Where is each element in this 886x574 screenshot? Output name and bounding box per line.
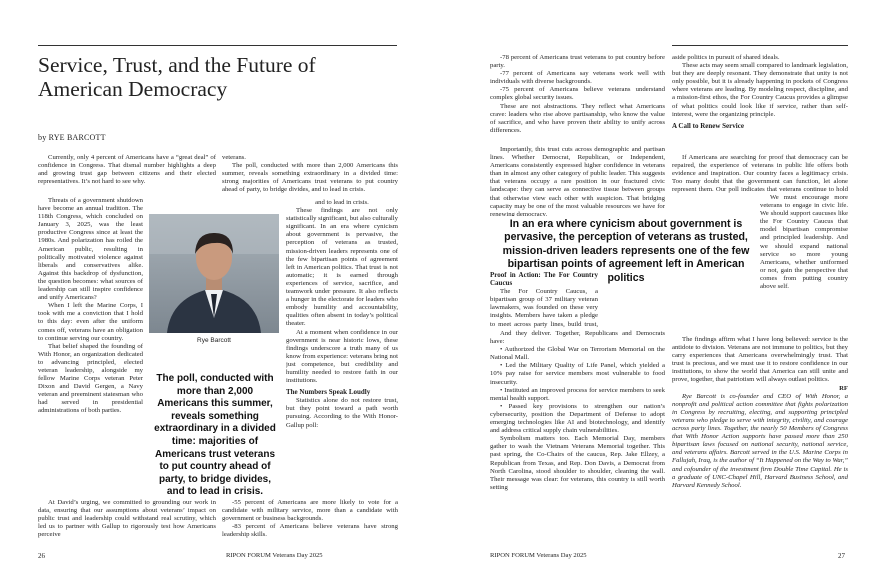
section-heading: The Numbers Speak Loudly (286, 388, 371, 397)
column-2-top (222, 154, 398, 194)
column-3-top (490, 54, 665, 135)
column-4-narrow (760, 194, 848, 304)
paragraph: These findings are not only statistically significant, but also culturally significant. In an era where cynicism about government is pervasive, the perception of veterans as trusted, mission-driven leaders represents one of the few bipartisan points of agreement left in American politics. That trust is not automatic; it is earned through experiences of service, sacrifice, and teamwork under pressure. It also reflects a hunger in the electorate for leaders who embody humility and accountability, qualities often absent in today’s political theater. (286, 207, 398, 328)
section-heading: Proof in Action: The For Country Caucus (490, 271, 598, 288)
paragraph: These acts may seem small compared to landmark legislation, but they are deeply resonant. They demonstrate that unity is not only possible, but it is already happening in pockets of Congress where veterans are leading. By modeling respect, discipline, and a mission-first ethos, the For Country Caucus provides a glimpse of what politics could look like if service, rather than self-interest, were the organizing principle. (672, 62, 848, 118)
paragraph: • Authorized the Global War on Terrorism Memorial on the National Mall. (490, 346, 665, 362)
footer-label-right: RIPON FORUM Veterans Day 2025 (490, 552, 587, 559)
footer-label-left: RIPON FORUM Veterans Day 2025 (226, 552, 323, 559)
photo-caption: Rye Barcott (197, 337, 231, 344)
column-2-bottom (222, 499, 398, 539)
paragraph: When I left the Marine Corps, I took with me a conviction that I hold to this day: even after the uniform comes off, veterans have an obligation to continue serving our country. (38, 302, 143, 342)
paragraph: Currently, only 4 percent of Americans have a “great deal” of confidence in Congress. That dismal number highlights a deep and growing trust gap between citizens and their elected representatives. It’s not hard to see why. (38, 154, 216, 186)
paragraph: veterans. (222, 154, 246, 161)
paragraph: -77 percent of Americans say veterans work well with individuals with diverse backgrounds. (490, 70, 665, 86)
portrait-image (149, 214, 279, 333)
paragraph: We must encourage more veterans to engage in civic life. We should support caucuses like the For Country Caucus that model bipartisan compromise and principled leadership. And we should expand national service so more young Americans, whether uniformed or not, gain the perspective that comes from putting country above self. (760, 194, 848, 291)
paragraph: -83 percent of Americans believe veterans have strong leadership skills. (222, 523, 398, 539)
section-heading: A Call to Renew Service (672, 121, 744, 130)
column-4-mid (672, 154, 848, 194)
paragraph: The poll, conducted with more than 2,000 Americans this summer, reveals something extraordinary in a divided time: strong majorities of Americans trust veterans to put country ahead of party, to bridge divides, and to lead in crisis. (222, 162, 398, 194)
paragraph: At David’s urging, we committed to grounding our work in data, ensuring that our assumptions about veterans’ impact on public trust and leadership could withstand real scrutiny, which led us to partner with Gallup to rigorously test how Americans perceive (38, 499, 216, 539)
paragraph: The findings affirm what I have long believed: service is the antidote to division. Veterans are not immune to politics, but they carry experiences that Americans overwhelmingly trust. That trust is precious, and we must use it to restore confidence in our institutions, to show the world that America can still unite and prove, together, that patriotism will always outlast politics. (672, 336, 848, 384)
top-rule-right (672, 45, 848, 46)
paragraph: If Americans are searching for proof that democracy can be repaired, the experience of veterans in public life offers both evidence and inspiration. Our country faces a legitimacy crisis. Too many doubt that the government can function, let alone represent them. Our poll indicates that veterans continue to hold (672, 154, 848, 194)
pull-quote: The poll, conducted with more than 2,000 Americans this summer, reveals something extraordinary in a divided time: majorities of Americans trust veterans to put country ahead of party, to bridge divides, and to lead in crisis. (154, 373, 276, 498)
author-photo (149, 214, 279, 333)
column-1-top (38, 154, 216, 186)
column-1-narrow (38, 197, 143, 497)
paragraph: • Led the Military Quality of Life Panel, which yielded a 10% pay raise for service members most vulnerable to food insecurity. (490, 362, 665, 386)
page-number-left: 26 (38, 552, 45, 560)
pull-quote: In an era where cynicism about government is pervasive, the perception of veterans as trusted, mission-driven leaders represents one of the few bipartisan points of agreement left in American politics (502, 218, 750, 284)
paragraph: And they deliver. Together, Republicans and Democrats have: (490, 330, 665, 346)
byline: by RYE BARCOTT (38, 133, 106, 142)
article-title: Service, Trust, and the Future of American Democracy (38, 53, 316, 101)
column-3-bottom (490, 330, 665, 545)
paragraph: -75 percent of Americans believe veterans understand complex global security issues. (490, 86, 665, 102)
paragraph: Importantly, this trust cuts across demographic and partisan lines. Whether Democrat, Republican, or Independent, Americans consistently expressed higher confidence in veterans than in almost any other category of public leader. This suggests that veterans occupy a rare position in our fractured civic landscape: they can serve as connective tissue between groups that otherwise view each other with suspicion. That bridging capacity may be one of the most valuable resources we have for renewing democracy. (490, 146, 665, 216)
column-1-bottom (38, 499, 216, 539)
paragraph: Statistics alone do not restore trust, but they point toward a path worth pursuing. According to the With Honor-Gallup poll: (286, 397, 398, 429)
paragraph: These are not abstractions. They reflect what Americans crave: leaders who rise above partisanship, who know the value of sacrifice, and who have proven their ability to unify across differences. (490, 102, 665, 134)
paragraph: The For Country Caucus, a bipartisan group of 37 military veteran lawmakers, was founded on these very insights. Members have taken a pledge to meet across party lines, build trust, (490, 288, 598, 328)
paragraph: At a moment when confidence in our government is near historic lows, these findings underscore a truth many of us know from experience: veterans bring not just competence, but credibility and humility needed to restore faith in our institutions. (286, 328, 398, 385)
paragraph: • Instituted an improved process for service members to seek mental health support. (490, 386, 665, 402)
paragraph: -55 percent of Americans are more likely to vote for a candidate with military service, more than a candidate with government or business backgrounds. (222, 499, 398, 523)
column-2-narrow: and to lead in crisis. These findings are not only statistically significant, but also culturally significant. In an era where cynicism about government is pervasive, the perception of veterans as trusted, mission-driven leaders represents one of the few bipartisan points of agreement left in American politics. That trust is not automatic; it is earned through experiences of service, sacrifice, and teamwork under pressure. It also reflects a hunger in the electorate for leaders who embody humility and accountability, qualities often absent in today’s political theater. At a moment when confidence in our government is near historic lows, these findings underscore a truth many of us know from experience: veterans bring not just competence, but credibility and humility needed to restore faith in our institutions. The Numbers Speak Loudly Statistics alone do not restore trust, but they point toward a path worth pursuing. According to the With Honor-Gallup poll: (286, 199, 398, 429)
signoff: RF (839, 384, 848, 392)
paragraph: Symbolism matters too. Each Memorial Day, members gather to wash the Vietnam Veterans Memorial together. This past spring, the Co-Chairs of the caucus, Rep. Jake Ellzey, a Republican from Texas, and Rep. Don Davis, a Democrat from North Carolina, stood shoulder to shoulder, cleaning the wall. Their message was clear: for veterans, this country is still worth setting (490, 435, 665, 491)
paragraph: -78 percent of Americans trust veterans to put country before party. (490, 54, 665, 70)
paragraph: That belief shaped the founding of With Honor, an organization dedicated to advancing principled, elected veteran leadership, alongside my fellow Marine Corps veteran Peter Dixon and David Gergen, a Navy veteran and preeminent statesman who had served in presidential administrations of both parties. (38, 342, 143, 415)
column-4-bottom (672, 336, 848, 546)
column-4-top (672, 54, 848, 131)
author-bio: Rye Barcott is co-founder and CEO of With Honor, a nonprofit and political action committee that fights polarization in Congress by recruiting, electing, and supporting principled veterans who pledge to serve with integrity, civility, and courage across party lines. Together, the nearly 50 Members of Congress that With Honor Action supports have passed more than 250 bipartisan laws focused on national security, national service, and veterans affairs. Barcott served in the U.S. Marine Corps in Fallujah, Iraq, is the author of “It Happened on the Way to War,” and cofounder of the investment firm Double Time Capital. He is a graduate of UNC-Chapel Hill, Harvard Business School, and Harvard Kennedy School. (672, 392, 848, 489)
top-rule-left (38, 45, 397, 46)
column-3-narrow (490, 146, 665, 216)
paragraph: aside politics in pursuit of shared ideals. (672, 54, 780, 61)
page-number-right: 27 (838, 552, 845, 560)
paragraph: Threats of a government shutdown have become an annual tradition. The 118th Congress, which concluded on January 3, 2025, was the least productive Congress since at least the 1980s. And polarization has roiled the American public, resulting in politically motivated violence against liberals and conservatives alike. Against this backdrop of dysfunction, the question becomes: what sources of leadership can still inspire confidence and unify Americans? (38, 197, 143, 302)
paragraph: • Passed key provisions to strengthen our nation’s cybersecurity, position the Department of Defense to adopt emerging technologies like AI and biotechnology, and identify and address critical supply chain vulnerabilities. (490, 402, 665, 435)
